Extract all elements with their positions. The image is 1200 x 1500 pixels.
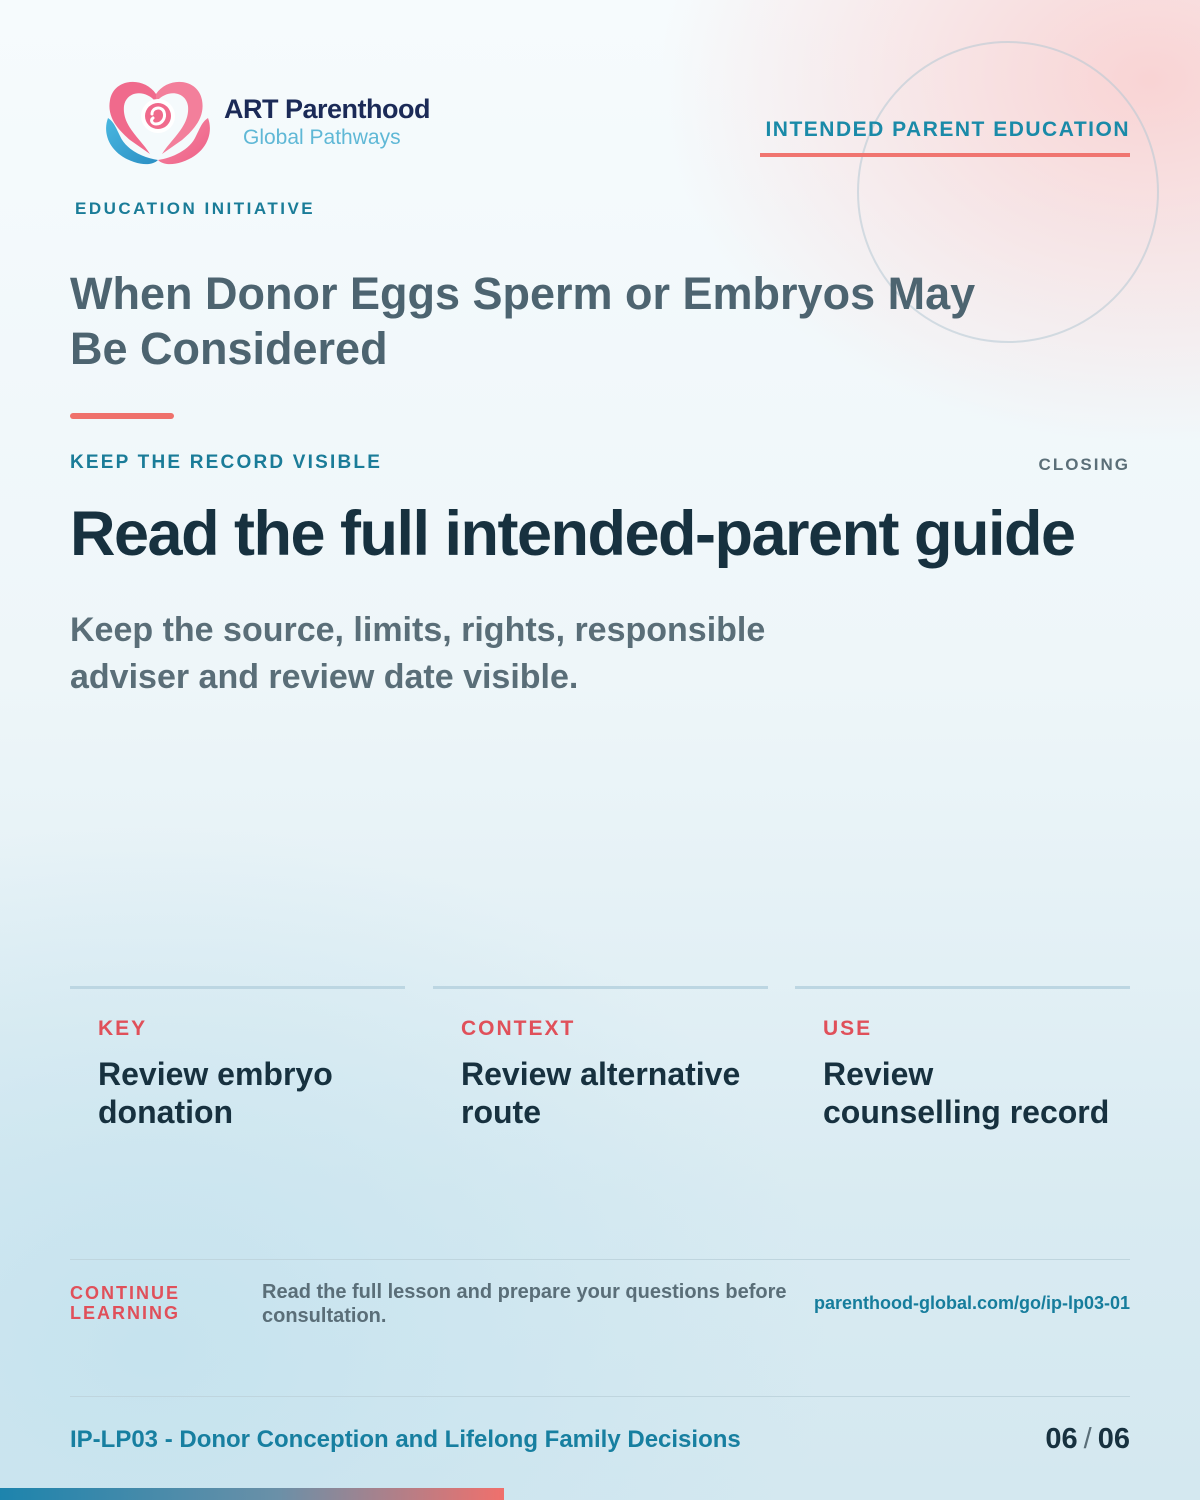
lesson-link[interactable]: parenthood-global.com/go/ip-lp03-01: [813, 1293, 1130, 1313]
info-card-use: [795, 986, 1130, 1189]
tag-underline: [760, 153, 1130, 157]
card-label: USE: [823, 1017, 873, 1040]
title-accent-bar: [70, 413, 174, 419]
subheadline: Keep the source, limits, rights, responsible adviser and review date visible.: [70, 611, 766, 696]
section-label: CLOSING: [1038, 455, 1130, 474]
lesson-title: When Donor Eggs Sperm or Embryos May Be Considered: [70, 268, 976, 374]
card-text: Review alternative route: [461, 1056, 741, 1130]
divider: [70, 1259, 1130, 1260]
info-card-key: [70, 986, 405, 1189]
series-title: IP-LP03 - Donor Conception and Lifelong Family Decisions: [70, 1426, 741, 1453]
card-label: CONTEXT: [461, 1017, 576, 1040]
continue-learning-label: [70, 1283, 180, 1323]
card-text: Review counselling record: [823, 1056, 1110, 1130]
info-card-context: [433, 986, 768, 1189]
heart-hands-logo-icon: [100, 74, 216, 170]
divider: [70, 1396, 1130, 1397]
continue-label-line: LEARNING: [70, 1303, 180, 1323]
brand-name: ART Parenthood: [224, 94, 430, 124]
continue-label-line: CONTINUE: [70, 1283, 180, 1303]
card-text: Review embryo donation: [98, 1056, 333, 1130]
headline: Read the full intended-parent guide: [70, 499, 1075, 569]
bottom-accent-bar: [0, 1488, 504, 1500]
page-separator: /: [1083, 1423, 1092, 1455]
continue-learning-text: Read the full lesson and prepare your questions before consultation.: [262, 1281, 787, 1327]
page-current: 06: [1045, 1423, 1078, 1455]
initiative-label: EDUCATION INITIATIVE: [75, 199, 316, 218]
brand-subtitle: Global Pathways: [243, 126, 401, 149]
card-label: KEY: [98, 1017, 148, 1040]
page-number: [1045, 1423, 1130, 1456]
page-total: 06: [1097, 1423, 1130, 1455]
section-tag: INTENDED PARENT EDUCATION: [765, 118, 1130, 141]
section-kicker: KEEP THE RECORD VISIBLE: [70, 452, 383, 473]
